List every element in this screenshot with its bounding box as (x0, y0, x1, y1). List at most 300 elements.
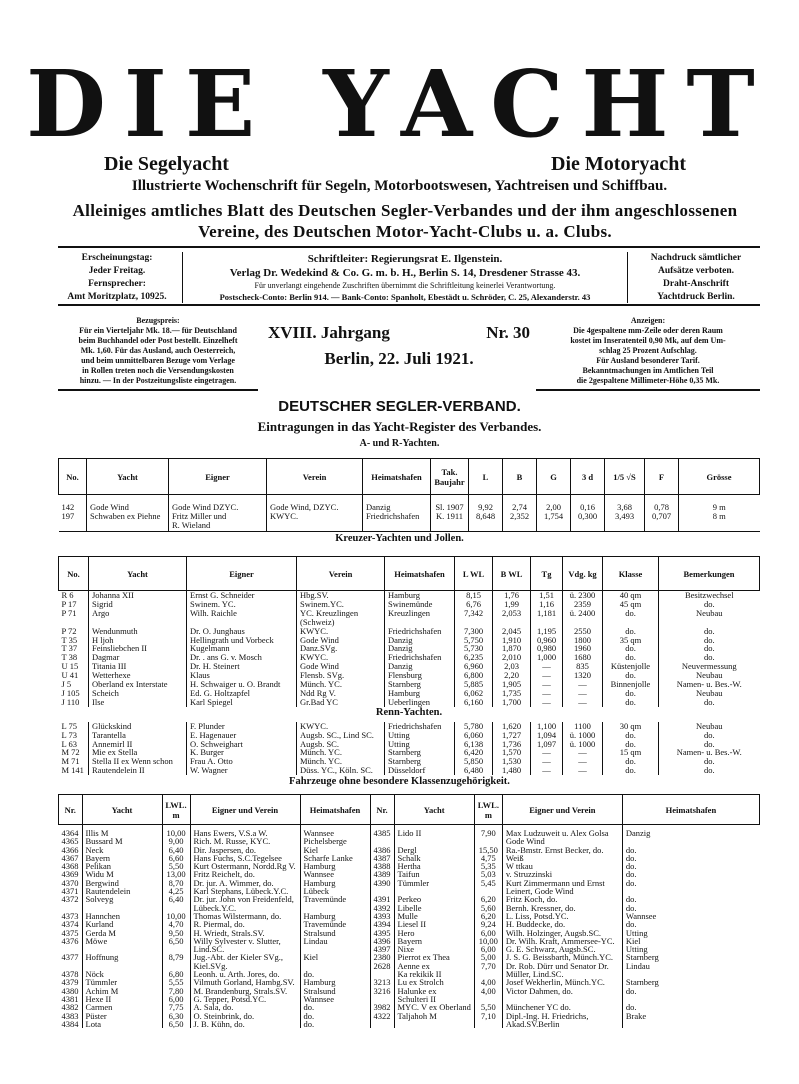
table-cell: Scharfe Lanke (300, 854, 370, 862)
table-cell: Scheich (89, 689, 187, 698)
table-cell: Dir. Jaspersen, do. (190, 846, 300, 854)
table-cell: 7,300 (455, 627, 493, 636)
table-cell: 6,060 (455, 731, 493, 740)
table-cell: do. (659, 740, 760, 749)
table-cell: Stella II ex Wenn schon (89, 757, 187, 766)
table-cell: 5,00 (474, 953, 502, 961)
table-cell: 4364 (61, 828, 79, 838)
table-cell: Achim M (82, 987, 162, 995)
table-cell: 7,70 (474, 962, 502, 970)
info-right-line: Nachdruck sämtlicher (650, 253, 742, 263)
table-cell: J 105 (61, 687, 80, 698)
table-cell: J. B. Kühn, do. (190, 1020, 300, 1028)
table-cell: T 37 (61, 643, 78, 654)
table-cell: do. (659, 757, 760, 766)
official-notice: Alleiniges amtliches Blatt des Deutschen Segler-Verbandes und der ihm angeschlossenen Vereine, des Deutschen Motor-Yacht-Clubs u. a. Clubs. (72, 201, 738, 241)
column-header: Yacht (89, 557, 187, 591)
ads-line: Bekanntmachungen im Amtlichen Teil (582, 366, 714, 375)
table-cell: 1680 (563, 653, 603, 662)
table-cell: 2,03 (493, 662, 531, 671)
table-cell: Danzig (385, 644, 455, 653)
table-cell: 4374 (61, 919, 79, 930)
table-cell: 40 qm (603, 591, 659, 600)
table-cell: Bergwind (82, 879, 162, 887)
info-right-line: Draht-Anschrift (663, 279, 729, 289)
table-cell: Gode Wind DZYC. (169, 495, 267, 513)
table-cell: 4378 (61, 969, 79, 980)
table-cell: do. (603, 689, 659, 698)
table-cell: 4377 (61, 952, 79, 963)
table-cell: 4383 (61, 1010, 79, 1021)
table-cell: 4,25 (162, 887, 190, 895)
table-cell: Max Ludzuweit u. Alex Golsa (502, 825, 622, 838)
table-cell: ü. 1000 (563, 740, 603, 749)
table-cell: — (531, 662, 563, 671)
table-cell: Hannchen (82, 912, 162, 920)
table-row (59, 879, 760, 887)
table-cell: Münchener YC do. (502, 1003, 622, 1011)
table-cell: 5,35 (474, 862, 502, 870)
table-cell: do. (300, 1020, 370, 1028)
table-cell: 0,960 (531, 636, 563, 645)
table-cell: Gode Wind, DZYC. (267, 495, 363, 513)
price-line: in Rollen treten noch die Versendungskosten (82, 366, 234, 375)
table-cell: Glückskind (89, 722, 187, 731)
table-cell: Friedrichshafen (385, 722, 455, 731)
table-cell: 4391 (370, 895, 394, 903)
table-cell: L 73 (61, 729, 78, 740)
table-cell: Swinem. YC. (187, 600, 297, 609)
table-cell: 6,00 (474, 929, 502, 937)
table-cell: 10,00 (474, 937, 502, 945)
publisher-line: Verlag Dr. Wedekind & Co. G. m. b. H., Berlin S. 14, Dresdener Strasse 43. (229, 267, 581, 279)
table-cell: Weiß (502, 854, 622, 862)
table-cell: 8,648 (469, 512, 503, 521)
table-cell: 10,00 (162, 912, 190, 920)
table-cell: 835 (563, 662, 603, 671)
table-cell: 7,90 (474, 825, 502, 838)
table-row (59, 495, 760, 513)
table-cell: Lindau (622, 962, 759, 970)
disclaimer-line: Für unverlangt eingehende Zuschriften übernimmt die Schriftleitung keinerlei Verantwortung. (254, 281, 556, 290)
table-cell: do. (300, 1012, 370, 1020)
table-cell: Hans Ewers, V.S.a W. (190, 825, 300, 838)
table-cell: M. Brandenburg, Strals.SV. (190, 987, 300, 995)
table-cell: YC. Kreuzlingen (297, 609, 385, 618)
table-cell: 2,010 (493, 653, 531, 662)
table-cell: Lu ex Strolch (394, 978, 474, 986)
table-cell: M 71 (61, 756, 80, 767)
table-cell: 6,00 (162, 995, 190, 1003)
table-cell: 1,736 (493, 740, 531, 749)
table-cell: 4396 (370, 937, 394, 945)
price-line: und beim unmittelbaren Bezuge vom Verlage (81, 356, 235, 365)
table-cell: do. (659, 636, 760, 645)
table-cell: 2359 (563, 600, 603, 609)
table-cell: 6,60 (162, 854, 190, 862)
table-cell: Danzig (385, 636, 455, 645)
table-cell: Brake (622, 1012, 759, 1020)
masthead-title: DIE YACHT (26, 50, 773, 158)
table-cell: Hertha (394, 862, 474, 870)
table-cell: — (563, 680, 603, 689)
table-cell: Dr. Wilh. Kraft, Ammersee-YC. (502, 937, 622, 945)
table-cell: Kurt Ostermann, Nordd.Rg V. (190, 862, 300, 870)
table-cell: Hamburg (300, 862, 370, 870)
table-cell: ü. 2300 (563, 591, 603, 600)
kreuzer-table (58, 556, 760, 775)
table-cell: 4368 (61, 861, 79, 872)
table-cell: 1800 (563, 636, 603, 645)
table-cell: W. Wagner (187, 766, 297, 775)
table-cell: 4392 (370, 904, 394, 912)
table-cell: 1,99 (493, 600, 531, 609)
table-cell: A. Sala, do. (190, 1003, 300, 1011)
table-cell: Lindau (300, 937, 370, 945)
table-cell: Halunke ex (394, 987, 474, 995)
table-cell: 4381 (61, 993, 79, 1004)
table-cell: 197 (61, 511, 75, 522)
table-cell: Klaus (187, 671, 297, 680)
table-cell: L 75 (61, 720, 78, 731)
table-cell: Bernh. Kressner, do. (502, 904, 622, 912)
table-cell: — (531, 766, 563, 775)
column-header: Nr. (370, 795, 394, 825)
column-header: LWL. m (162, 795, 190, 825)
table-cell (394, 1020, 474, 1028)
table-cell: R. Piermal, do. (190, 920, 300, 928)
info-bar (58, 246, 760, 306)
table-cell: Wannsee (300, 995, 370, 1003)
table-cell: 4387 (370, 854, 394, 862)
column-header: Heimatshafen (300, 795, 370, 825)
table-cell: 5,730 (455, 644, 493, 653)
table-cell: 4380 (61, 985, 79, 996)
table-cell: Neubau (659, 609, 760, 618)
table-cell: Lübeck (300, 887, 370, 895)
table-cell: Wannsee (622, 912, 759, 920)
table-cell: 4372 (61, 894, 79, 905)
table-cell: 6,420 (455, 748, 493, 757)
table-cell: do. (622, 862, 759, 870)
table-cell: do. (622, 987, 759, 995)
table-cell: Münch. YC. (297, 748, 385, 757)
table-cell (571, 521, 605, 531)
table-row (59, 521, 760, 531)
column-header: Nr. (59, 795, 83, 825)
table-cell: Dr. O. Junghaus (187, 627, 297, 636)
column-header: Heimatshafen (363, 459, 431, 495)
table-cell: do. (300, 970, 370, 978)
table-cell (59, 521, 87, 531)
table-cell: 2,053 (493, 609, 531, 618)
table-cell: Annemirl II (89, 740, 187, 749)
table-cell: Bayern (394, 937, 474, 945)
table-cell: G. Tepper, Potsd.YC. (190, 995, 300, 1003)
table-cell: do. (622, 870, 759, 878)
table-cell: 4379 (61, 977, 79, 988)
table-cell: 1,905 (493, 680, 531, 689)
table-cell: 1,620 (493, 722, 531, 731)
table-cell: do. (622, 879, 759, 887)
table-cell: do. (622, 904, 759, 912)
table-cell: Dipl.-Ing. H. Friedrichs, (502, 1012, 622, 1020)
table-cell: 4375 (61, 927, 79, 938)
table-cell: Pichelsberge (300, 837, 370, 845)
table-cell: Willy Sylvester v. Slutter, (190, 937, 300, 945)
table-cell: Fritz Miller und (169, 512, 267, 521)
column-header: LWL. m (474, 795, 502, 825)
column-header: Heimatshafen (385, 557, 455, 591)
table-cell: 4385 (370, 825, 394, 838)
table-cell: Utting (385, 731, 455, 740)
table-row (59, 825, 760, 838)
table-cell: K. Burger (187, 748, 297, 757)
table-cell: Oberland ex Interstate (89, 680, 187, 689)
table-cell: 4390 (370, 879, 394, 887)
table-cell: Hamburg (300, 879, 370, 887)
table-cell: do. (659, 731, 760, 740)
table-cell: 7,10 (474, 1012, 502, 1020)
table-cell: Düsseldorf (385, 766, 455, 775)
table-cell: Titania III (89, 662, 187, 671)
table-cell: Pierrot ex Thea (394, 953, 474, 961)
table-cell: do. (622, 920, 759, 928)
table-cell: Gerda M (82, 929, 162, 937)
table-cell: Lido II (394, 825, 474, 838)
table-cell: Swinem.YC. (297, 600, 385, 609)
table-cell: 9,92 (469, 495, 503, 513)
table-cell (503, 521, 537, 531)
column-header: Vdg. kg (563, 557, 603, 591)
price-line: hinzu. — In der Postzeitungsliste eingetragen. (79, 376, 237, 385)
column-header: Yacht (82, 795, 162, 825)
table-cell: 4366 (61, 844, 79, 855)
table-cell: Bayern (82, 854, 162, 862)
table-cell: Wannsee (300, 825, 370, 838)
table-cell: Leinert, Gode Wind (502, 887, 622, 895)
table-cell: Neubau (659, 671, 760, 680)
table-cell: Ra.-Bmstr. Ernst Becker, do. (502, 846, 622, 854)
table-cell: Gr.Bad YC (297, 698, 385, 707)
table-cell: 4376 (61, 935, 79, 946)
table-cell: F. Plunder (187, 722, 297, 731)
table-cell: Danz.SVg. (297, 644, 385, 653)
table-cell: Kiel.SVg. (190, 962, 300, 970)
table-cell: Hans Fuchs, S.C.Tegelsee (190, 854, 300, 862)
table-cell: Wannsee (300, 870, 370, 878)
table-cell: Mie ex Stella (89, 748, 187, 757)
table-cell: Wetterhexe (89, 671, 187, 680)
column-header: B WL (493, 557, 531, 591)
table-cell: 6,40 (162, 895, 190, 903)
table-cell: — (531, 757, 563, 766)
table-cell: Tarantella (89, 731, 187, 740)
table-cell (622, 837, 759, 845)
table-cell: KWYC. (297, 653, 385, 662)
table-cell: Ilse (89, 698, 187, 707)
table-cell: Küstenjolle (603, 662, 659, 671)
table-cell: 6,20 (474, 912, 502, 920)
table-cell: Rich. M. Russe, KYC. (190, 837, 300, 845)
table-cell: 3,68 (605, 495, 645, 513)
table-cell: 1,000 (531, 653, 563, 662)
table-cell: Dr. Rob. Dürr und Senator Dr. (502, 962, 622, 970)
issue-info (268, 320, 530, 372)
table-cell: Augsb. SC., Lind SC. (297, 731, 385, 740)
table-cell: — (563, 766, 603, 775)
table-cell: Hamburg (385, 689, 455, 698)
table-cell: Lind.SC. (190, 945, 300, 953)
table-cell: 1,097 (531, 740, 563, 749)
table-cell: 6,20 (474, 895, 502, 903)
table-cell: Hoffnung (82, 953, 162, 961)
table-cell: 15 qm (603, 748, 659, 757)
column-header: Eigner (169, 459, 267, 495)
table-cell: Aenne ex (394, 962, 474, 970)
table-cell: 2,00 (537, 495, 571, 513)
section-subheading: A- und R-Yachten. (359, 438, 440, 449)
table-cell: 4367 (61, 852, 79, 863)
table-cell: v. Struzzinski (502, 870, 622, 878)
table-cell: 4395 (370, 929, 394, 937)
table-cell (605, 521, 645, 531)
table-cell: 5,885 (455, 680, 493, 689)
table-cell: Püster (82, 1012, 162, 1020)
table-cell: Flensb. SVg. (297, 671, 385, 680)
table-cell (267, 521, 363, 531)
table-cell: Lota (82, 1020, 162, 1028)
table-cell: 4386 (370, 846, 394, 854)
table-cell: 1320 (563, 671, 603, 680)
table-row (59, 609, 760, 618)
table-cell: 1,181 (531, 609, 563, 618)
section-subtitle: Eintragungen in das Yacht-Register des Verbandes. (257, 419, 542, 434)
table-cell: do. (603, 766, 659, 775)
table-cell: 6,062 (455, 689, 493, 698)
table-cell: Danzig (363, 495, 431, 513)
table-cell: R 6 (61, 590, 74, 600)
table-cell: 6,76 (455, 600, 493, 609)
table-cell: 4,75 (474, 854, 502, 862)
table-cell: Nixe (394, 945, 474, 953)
table-cell (622, 887, 759, 895)
table-cell: 6,960 (455, 662, 493, 671)
table-row (59, 698, 760, 707)
table-cell: 4322 (370, 1012, 394, 1020)
table-cell: Dr. jur. John von Freidenfeld, (190, 895, 300, 903)
table-cell: 4,00 (474, 978, 502, 986)
table-cell: 5,750 (455, 636, 493, 645)
editor-line: Schriftleiter: Regierungsrat E. Ilgenstein. (307, 253, 503, 265)
table-cell: 2,74 (503, 495, 537, 513)
table-cell: P 72 (61, 625, 77, 636)
table-cell: 0,16 (571, 495, 605, 513)
table-cell: 4370 (61, 877, 79, 888)
table-cell: Hexe II (82, 995, 162, 1003)
table-cell: L. Liss, Potsd.YC. (502, 912, 622, 920)
info-left-line: Amt Moritzplatz, 10925. (67, 292, 167, 302)
table-cell: 4388 (370, 862, 394, 870)
table-cell: 10,00 (162, 825, 190, 838)
column-header: 3 d (571, 459, 605, 495)
account-line: Postscheck-Conto: Berlin 914. — Bank-Conto: Spanholt, Ebestädt u. Schröder, C. 25, Alexanderstr. 43 (219, 292, 591, 302)
tagline: Illustrierte Wochenschrift für Segeln, Motorbootswesen, Yachtreisen und Schiffbau. (131, 178, 668, 194)
table-cell: — (563, 698, 603, 707)
table-cell: Stralsund (300, 987, 370, 995)
table-cell: Schalk (394, 854, 474, 862)
column-header: Klasse (603, 557, 659, 591)
table-cell: 1,570 (493, 748, 531, 757)
table-cell: Johanna XII (89, 591, 187, 600)
table-cell: U 41 (61, 670, 79, 681)
table-cell: H. Buddecke, do. (502, 920, 622, 928)
table-cell (431, 521, 469, 531)
column-header: Yacht (394, 795, 474, 825)
table-cell (537, 521, 571, 531)
table-cell: 2,20 (493, 671, 531, 680)
table-cell: do. (603, 644, 659, 653)
table-cell: Binnenjolle (603, 680, 659, 689)
table-cell: Fritz Koch, do. (502, 895, 622, 903)
table-cell: 5,45 (474, 879, 502, 887)
table-cell: Karl Spiegel (187, 698, 297, 707)
table-cell: Feinsliebchen II (89, 644, 187, 653)
table-cell: K. 1911 (431, 512, 469, 521)
table-cell: 6,00 (474, 945, 502, 953)
column-header: No. (59, 557, 89, 591)
table-cell: P 71 (61, 607, 77, 618)
table-cell: Illis M (82, 825, 162, 838)
table-cell: Hero (394, 929, 474, 937)
table-cell: Wilh. Holzinger, Augsb.SC. (502, 929, 622, 937)
table-cell: 1960 (563, 644, 603, 653)
table-cell: Starnberg (385, 757, 455, 766)
table-cell: Danzig (385, 662, 455, 671)
table-cell: (Schweiz) (297, 618, 385, 627)
table-cell: J 110 (61, 696, 80, 707)
table-cell: do. (622, 1003, 759, 1011)
table-cell: — (531, 671, 563, 680)
table-cell: do. (603, 627, 659, 636)
table-row (59, 1020, 760, 1028)
table-cell: Vilmuth Gorland, Hambg.SV. (190, 978, 300, 986)
table-cell: 8,15 (455, 591, 493, 600)
column-header: Tg (531, 557, 563, 591)
table-cell: — (563, 748, 603, 757)
table-row (59, 512, 760, 521)
table-cell: H. Schwaiger u. O. Brandt (187, 680, 297, 689)
table-cell: J. S. G. Beissbarth, Münch.YC. (502, 953, 622, 961)
table-cell: Josef Wekherlin, Münch.YC. (502, 978, 622, 986)
table-cell: 0,980 (531, 644, 563, 653)
info-left-line: Erscheinungstag: (81, 253, 153, 263)
table-cell: Schwaben ex Piehne (87, 512, 169, 521)
table-cell: Travemünde (300, 920, 370, 928)
table-cell: 6,160 (455, 698, 493, 707)
table-cell: 142 (61, 502, 75, 512)
column-header: Heimatshafen (622, 795, 759, 825)
table-cell: 4369 (61, 869, 79, 880)
yacht-register-table-a (58, 458, 760, 532)
renn-title: Renn-Yachten. (375, 706, 443, 718)
table-cell: T 38 (61, 652, 78, 663)
table-cell: Akad.SV.Berlin (502, 1020, 622, 1028)
table-cell: Liesel II (394, 920, 474, 928)
table-cell: J 5 (61, 679, 72, 690)
table-cell: Namen- u. Bes.-W. (659, 748, 760, 757)
table-cell: Flensburg (385, 671, 455, 680)
